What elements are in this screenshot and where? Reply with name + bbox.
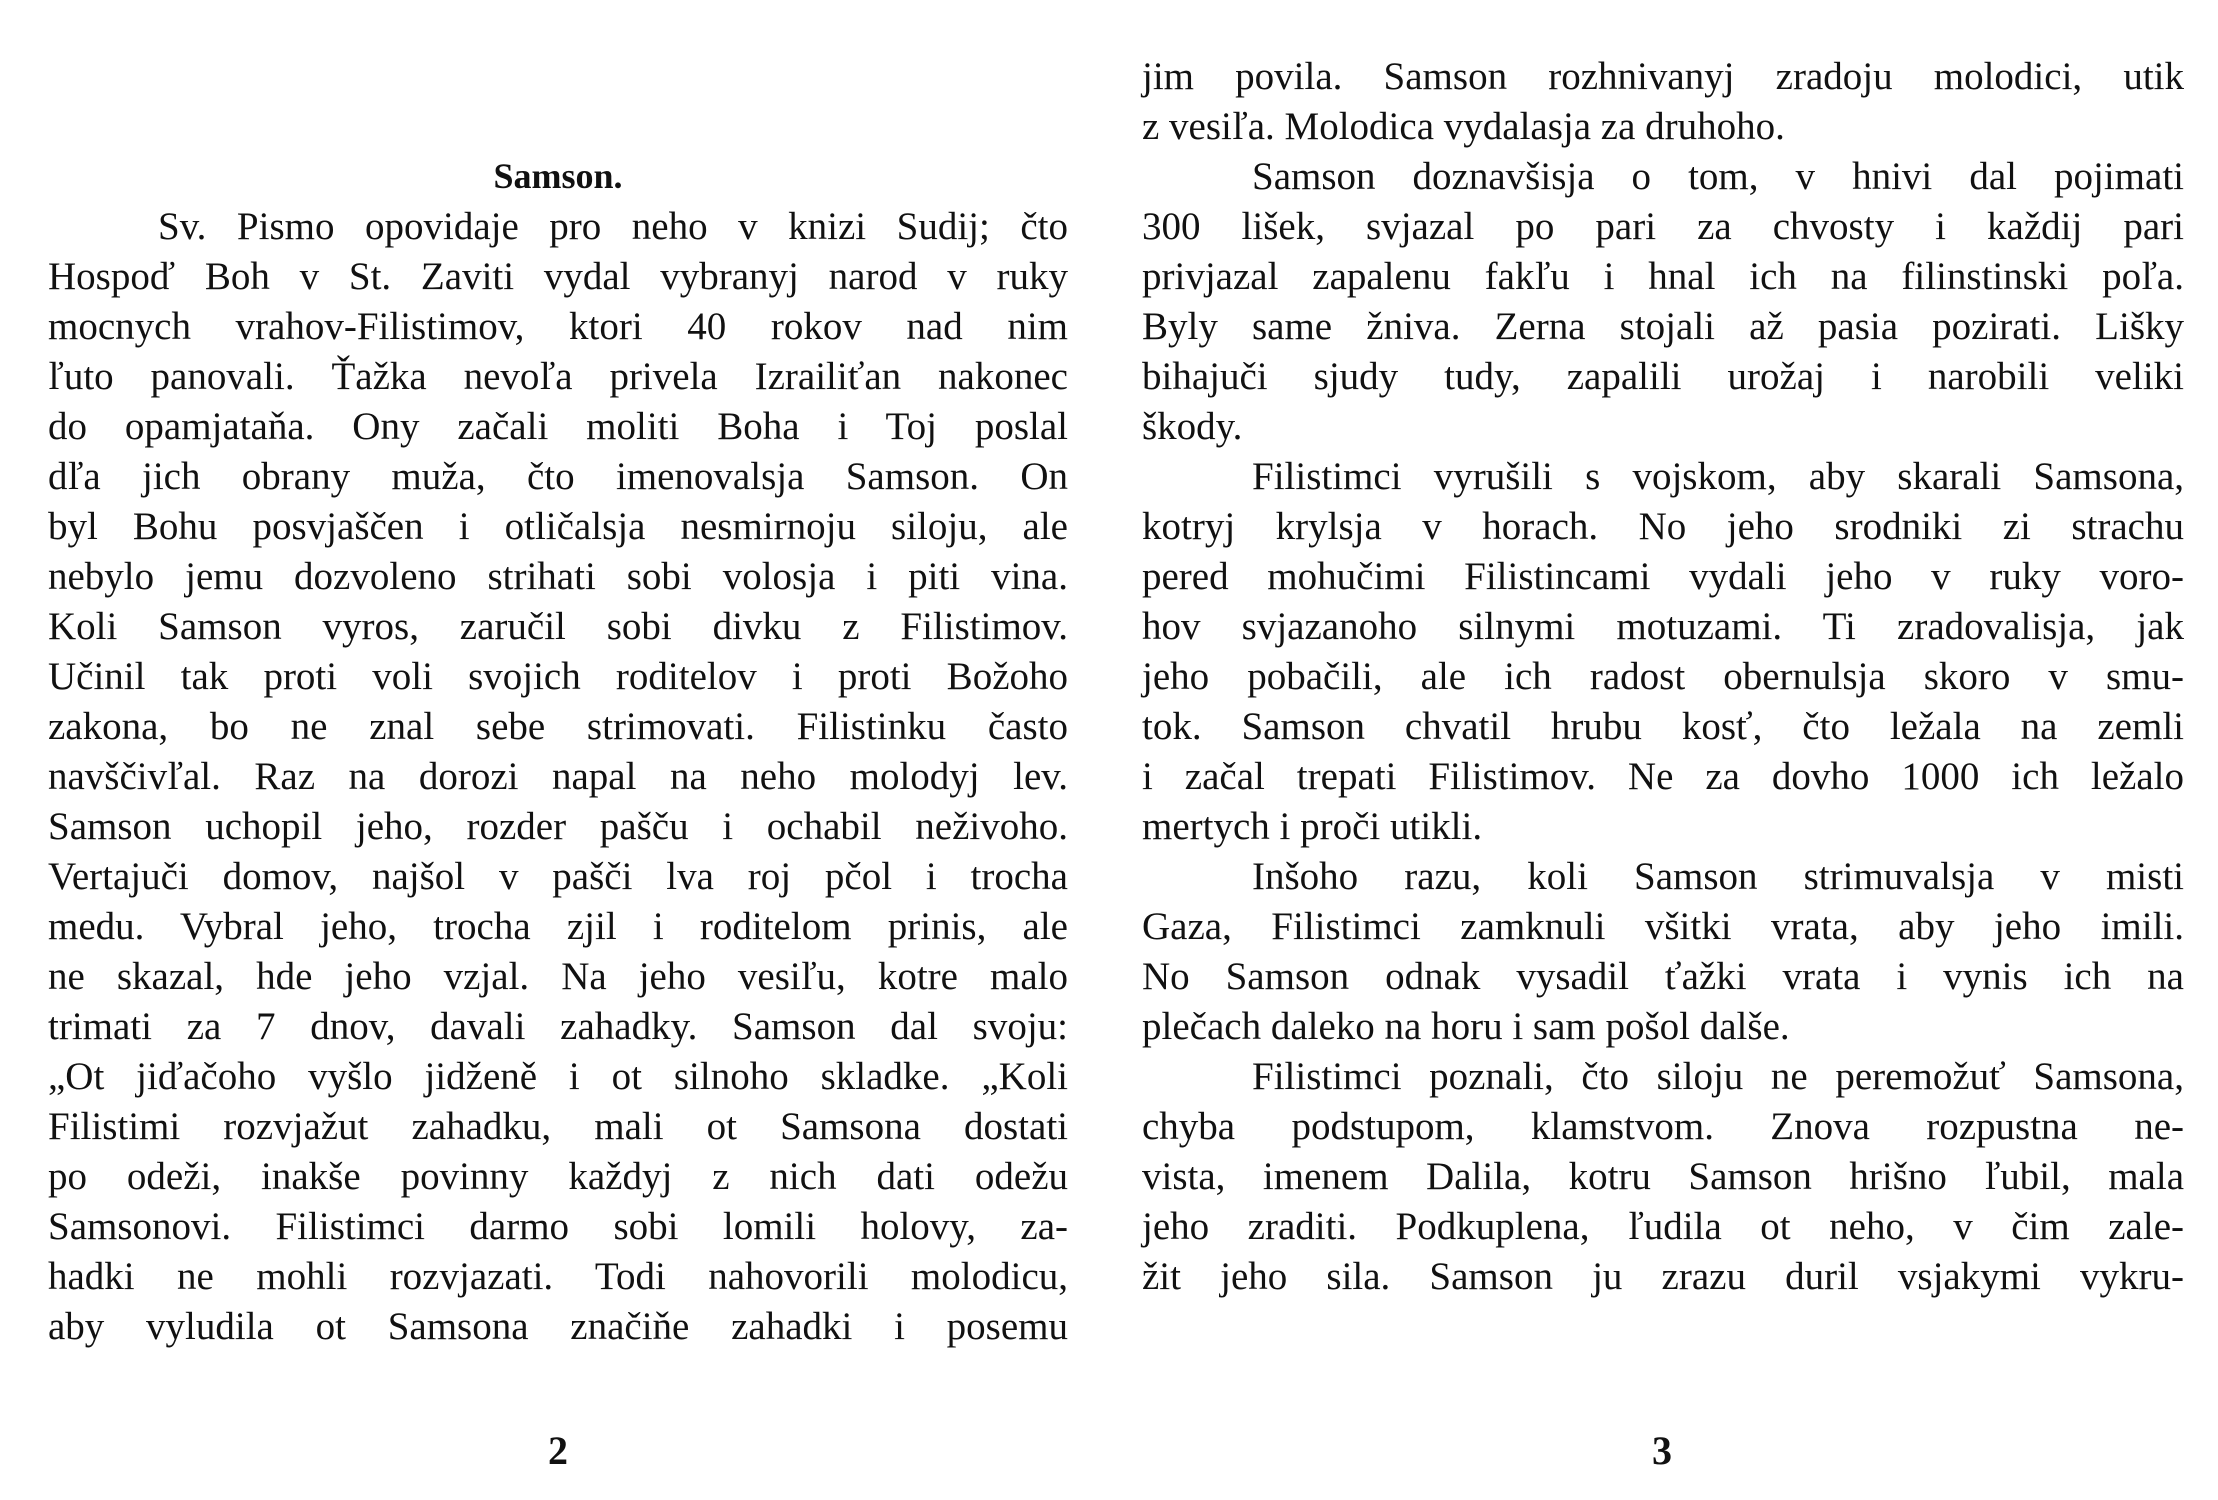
right-page-line: privjazal zapalenu fakľu i hnal ich na filinstinski poľa. (1142, 255, 2184, 298)
right-page-line: Filistimci vyrušili s vojskom, aby skarali Samsona, (1252, 455, 2184, 498)
left-page-line: Samson uchopil jeho, rozder pašču i ochabil neživoho. (48, 805, 1068, 848)
left-page-line: trimati za 7 dnov, davali zahadky. Samson dal svoju: (48, 1005, 1068, 1048)
left-page-line: po odeži, inakše povinny každyj z nich dati odežu (48, 1155, 1068, 1198)
right-page-line: No Samson odnak vysadil ťažki vrata i vynis ich na (1142, 955, 2184, 998)
right-page-line: hov svjazanoho silnymi motuzami. Ti zradovalisja, jak (1142, 605, 2184, 648)
left-page-line: ľuto panovali. Ťažka nevoľa privela Izrailiťan nakonec (48, 355, 1068, 398)
left-page-body (48, 202, 1068, 1352)
left-page-line: mocnych vrahov-Filistimov, ktori 40 rokov nad nim (48, 305, 1068, 348)
left-page-line: Vertajuči domov, najšol v pašči lva roj pčol i trocha (48, 855, 1068, 898)
left-page-line: zakona, bo ne znal sebe strimovati. Filistinku často (48, 705, 1068, 748)
right-page-line: plečach daleko na horu i sam pošol dalše. (1142, 1005, 1790, 1048)
right-page-line: Filistimci poznali, čto siloju ne peremožuť Samsona, (1252, 1055, 2184, 1098)
right-page-line: 300 lišek, svjazal po pari za chvosty i každij pari (1142, 205, 2184, 248)
right-page-body (1142, 52, 2184, 1302)
page-number-right: 3 (1652, 1428, 1672, 1473)
right-page-line: žit jeho sila. Samson ju zrazu duril vsjakymi vykru- (1142, 1255, 2184, 1298)
left-page-line: navščivľal. Raz na dorozi napal na neho molodyj lev. (48, 755, 1068, 798)
left-page-line: nebylo jemu dozvoleno strihati sobi volosja i piti vina. (48, 555, 1068, 598)
left-page-line: aby vyludila ot Samsona značiňe zahadki i posemu (48, 1305, 1068, 1348)
right-page-line: kotryj krylsja v horach. No jeho srodniki zi strachu (1142, 505, 2184, 548)
left-page-line: byl Bohu posvjaščen i otličalsja nesmirnoju siloju, ale (48, 505, 1068, 548)
right-page-line: jeho zraditi. Podkuplena, ľudila ot neho, v čim zale- (1142, 1205, 2184, 1248)
story-title: Samson. (493, 156, 623, 196)
right-page-line: bihajuči sjudy tudy, zapalili urožaj i narobili veliki (1142, 355, 2184, 398)
right-page-line: škody. (1142, 405, 1243, 448)
right-page-line: jeho pobačili, ale ich radost obernulsja skoro v smu- (1142, 655, 2184, 698)
left-page-line: Filistimi rozvjažut zahadku, mali ot Samsona dostati (48, 1105, 1068, 1148)
left-page-line: Učinil tak proti voli svojich roditelov i proti Božoho (48, 655, 1068, 698)
left-page (48, 0, 1068, 1500)
right-page-line: i začal trepati Filistimov. Ne za dovho 1000 ich ležalo (1142, 755, 2184, 798)
left-page-line: dľa jich obrany muža, čto imenovalsja Samson. On (48, 455, 1068, 498)
right-page-line: z vesiľa. Molodica vydalasja za druhoho. (1142, 105, 1785, 148)
page-number-left: 2 (548, 1428, 568, 1473)
left-page-line: Sv. Pismo opovidaje pro neho v knizi Sudij; čto (158, 205, 1068, 248)
left-page-line: Samsonovi. Filistimci darmo sobi lomili holovy, za- (48, 1205, 1068, 1248)
right-page-line: pered mohučimi Filistincami vydali jeho v ruky voro- (1142, 555, 2184, 598)
left-page-line: Koli Samson vyros, zaručil sobi divku z Filistimov. (48, 605, 1068, 648)
right-page-line: jim povila. Samson rozhnivanyj zradoju molodici, utik (1142, 55, 2184, 98)
left-page-line: „Ot jiďačoho vyšlo jidženě i ot silnoho skladke. „Koli (48, 1055, 1068, 1098)
right-page-line: vista, imenem Dalila, kotru Samson hrišno ľubil, mala (1142, 1155, 2184, 1198)
left-page-line: hadki ne mohli rozvjazati. Todi nahovorili molodicu, (48, 1255, 1068, 1298)
left-page-line: medu. Vybral jeho, trocha zjil i roditelom prinis, ale (48, 905, 1068, 948)
left-page-line: ne skazal, hde jeho vzjal. Na jeho vesiľu, kotre malo (48, 955, 1068, 998)
right-page-line: Inšoho razu, koli Samson strimuvalsja v misti (1252, 855, 2184, 898)
right-page-line: chyba podstupom, klamstvom. Znova rozpustna ne- (1142, 1105, 2184, 1148)
right-page-line: Gaza, Filistimci zamknuli všitki vrata, aby jeho imili. (1142, 905, 2184, 948)
right-page-line: mertych i proči utikli. (1142, 805, 1483, 848)
right-page-line: tok. Samson chvatil hrubu kosť, čto ležala na zemli (1142, 705, 2184, 748)
right-page-line: Samson doznavšisja o tom, v hnivi dal pojimati (1252, 155, 2184, 198)
right-page (1142, 0, 2184, 1500)
left-page-line: do opamjataňa. Ony začali moliti Boha i Toj poslal (48, 405, 1068, 448)
right-page-line: Byly same žniva. Zerna stojali až pasia pozirati. Lišky (1142, 305, 2184, 348)
left-page-line: Hospoď Boh v St. Zaviti vydal vybranyj narod v ruky (48, 255, 1068, 298)
